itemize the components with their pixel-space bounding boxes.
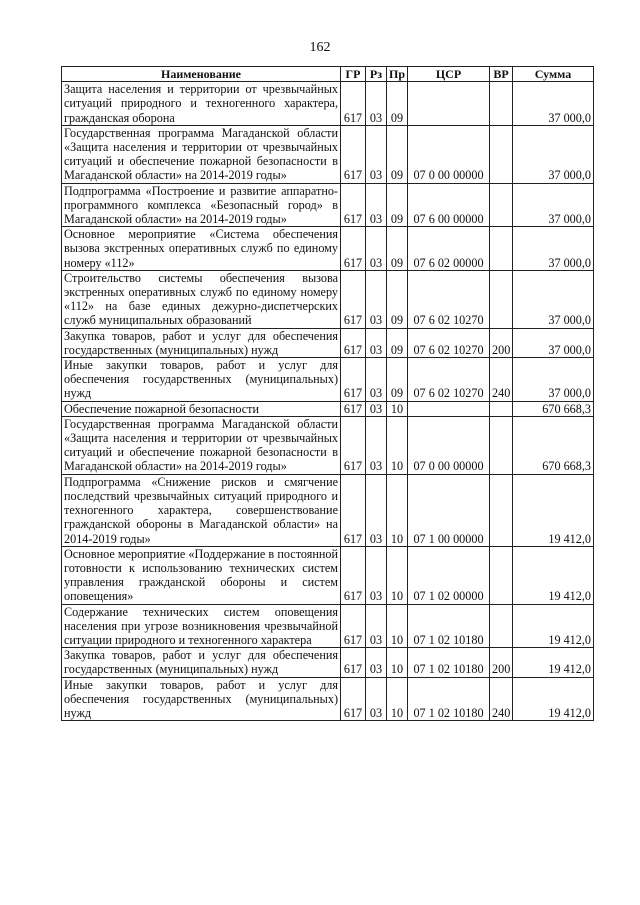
cell-gr: 617 [341, 604, 366, 648]
cell-rz: 03 [366, 227, 387, 271]
cell-vr [490, 82, 513, 126]
cell-sum: 19 412,0 [513, 677, 594, 721]
cell-vr: 200 [490, 648, 513, 677]
cell-pr: 10 [387, 648, 408, 677]
cell-sum: 37 000,0 [513, 125, 594, 183]
cell-csr: 07 6 00 00000 [408, 183, 490, 227]
cell-name: Обеспечение пожарной безопасности [62, 401, 341, 416]
cell-pr: 09 [387, 125, 408, 183]
cell-gr: 617 [341, 401, 366, 416]
page-number: 162 [309, 40, 331, 55]
cell-rz: 03 [366, 677, 387, 721]
cell-vr: 240 [490, 358, 513, 402]
cell-vr [490, 604, 513, 648]
cell-sum: 19 412,0 [513, 546, 594, 604]
cell-name: Содержание технических систем оповещения населения при угрозе возникновения чрезвычайной ситуации природного и техногенного характера [62, 604, 341, 648]
cell-csr [408, 82, 490, 126]
table-row [62, 270, 594, 328]
cell-rz: 03 [366, 125, 387, 183]
table-row [62, 474, 594, 546]
table-row [62, 401, 594, 416]
table-row [62, 677, 594, 721]
cell-name: Основное мероприятие «Поддержание в постоянной готовности к использованию технических систем управления гражданской обороны и систем оповещения» [62, 546, 341, 604]
cell-gr: 617 [341, 328, 366, 357]
cell-name: Закупка товаров, работ и услуг для обеспечения государственных (муниципальных) нужд [62, 328, 341, 357]
cell-rz: 03 [366, 270, 387, 328]
cell-rz: 03 [366, 416, 387, 474]
cell-sum: 670 668,3 [513, 416, 594, 474]
cell-sum: 37 000,0 [513, 358, 594, 402]
cell-gr: 617 [341, 474, 366, 546]
cell-name: Иные закупки товаров, работ и услуг для обеспечения государственных (муниципальных) нужд [62, 358, 341, 402]
table-row [62, 416, 594, 474]
header-name: Наименование [62, 67, 341, 82]
table-row [62, 125, 594, 183]
cell-vr [490, 270, 513, 328]
cell-pr: 09 [387, 82, 408, 126]
cell-name: Подпрограмма «Снижение рисков и смягчение последствий чрезвычайных ситуаций природного и техногенного характера, совершенствование гражданской обороны в Магаданской области» на 2014-2019 годы» [62, 474, 341, 546]
cell-rz: 03 [366, 183, 387, 227]
cell-name: Государственная программа Магаданской области «Защита населения и территории от чрезвычайных ситуаций и обеспечение пожарной безопасности в Магаданской области» на 2014-2019 годы» [62, 125, 341, 183]
cell-sum: 37 000,0 [513, 328, 594, 357]
cell-rz: 03 [366, 358, 387, 402]
cell-rz: 03 [366, 328, 387, 357]
cell-name: Государственная программа Магаданской области «Защита населения и территории от чрезвычайных ситуаций и обеспечение пожарной безопасности в Магаданской области» на 2014-2019 годы» [62, 416, 341, 474]
cell-gr: 617 [341, 125, 366, 183]
cell-name: Закупка товаров, работ и услуг для обеспечения государственных (муниципальных) нужд [62, 648, 341, 677]
cell-gr: 617 [341, 227, 366, 271]
cell-csr [408, 401, 490, 416]
header-rz: Рз [366, 67, 387, 82]
cell-name: Иные закупки товаров, работ и услуг для обеспечения государственных (муниципальных) нужд [62, 677, 341, 721]
cell-vr: 240 [490, 677, 513, 721]
table-row [62, 604, 594, 648]
header-pr: Пр [387, 67, 408, 82]
cell-vr [490, 401, 513, 416]
cell-vr: 200 [490, 328, 513, 357]
cell-sum: 37 000,0 [513, 227, 594, 271]
cell-vr [490, 416, 513, 474]
cell-vr [490, 474, 513, 546]
cell-gr: 617 [341, 358, 366, 402]
cell-gr: 617 [341, 546, 366, 604]
cell-rz: 03 [366, 648, 387, 677]
table-row [62, 358, 594, 402]
cell-sum: 37 000,0 [513, 183, 594, 227]
table-row [62, 648, 594, 677]
cell-pr: 10 [387, 474, 408, 546]
cell-gr: 617 [341, 416, 366, 474]
header-gr: ГР [341, 67, 366, 82]
cell-csr: 07 1 02 10180 [408, 604, 490, 648]
cell-name: Подпрограмма «Построение и развитие аппаратно-программного комплекса «Безопасный город» в Магаданской области» на 2014-2019 годы» [62, 183, 341, 227]
cell-vr [490, 125, 513, 183]
table-row [62, 183, 594, 227]
cell-gr: 617 [341, 183, 366, 227]
header-csr: ЦСР [408, 67, 490, 82]
cell-sum: 37 000,0 [513, 82, 594, 126]
budget-table [61, 66, 594, 721]
table-row [62, 82, 594, 126]
cell-rz: 03 [366, 401, 387, 416]
cell-pr: 09 [387, 358, 408, 402]
cell-vr [490, 546, 513, 604]
cell-gr: 617 [341, 677, 366, 721]
cell-name: Основное мероприятие «Система обеспечения вызова экстренных оперативных служб по единому номеру «112» [62, 227, 341, 271]
cell-pr: 10 [387, 604, 408, 648]
cell-gr: 617 [341, 648, 366, 677]
cell-gr: 617 [341, 82, 366, 126]
cell-pr: 09 [387, 183, 408, 227]
cell-name: Строительство системы обеспечения вызова экстренных оперативных служб по единому номеру «112» на базе единых дежурно-диспетчерских служб муниципальных образований [62, 270, 341, 328]
cell-csr: 07 6 02 10270 [408, 358, 490, 402]
cell-rz: 03 [366, 546, 387, 604]
cell-pr: 09 [387, 270, 408, 328]
header-sum: Сумма [513, 67, 594, 82]
cell-sum: 670 668,3 [513, 401, 594, 416]
cell-csr: 07 1 00 00000 [408, 474, 490, 546]
cell-sum: 19 412,0 [513, 474, 594, 546]
table-row [62, 227, 594, 271]
cell-pr: 10 [387, 546, 408, 604]
cell-vr [490, 227, 513, 271]
cell-csr: 07 6 02 00000 [408, 227, 490, 271]
cell-csr: 07 6 02 10270 [408, 328, 490, 357]
cell-csr: 07 1 02 10180 [408, 648, 490, 677]
cell-gr: 617 [341, 270, 366, 328]
cell-pr: 09 [387, 328, 408, 357]
cell-pr: 10 [387, 677, 408, 721]
cell-name: Защита населения и территории от чрезвычайных ситуаций природного и техногенного характера, гражданская оборона [62, 82, 341, 126]
table-row [62, 546, 594, 604]
header-vr: ВР [490, 67, 513, 82]
cell-csr: 07 0 00 00000 [408, 416, 490, 474]
cell-rz: 03 [366, 604, 387, 648]
cell-pr: 10 [387, 416, 408, 474]
cell-sum: 19 412,0 [513, 648, 594, 677]
cell-rz: 03 [366, 82, 387, 126]
cell-pr: 09 [387, 227, 408, 271]
cell-csr: 07 0 00 00000 [408, 125, 490, 183]
cell-csr: 07 1 02 10180 [408, 677, 490, 721]
cell-sum: 19 412,0 [513, 604, 594, 648]
table-header-row [62, 67, 594, 82]
table-row [62, 328, 594, 357]
cell-csr: 07 6 02 10270 [408, 270, 490, 328]
cell-pr: 10 [387, 401, 408, 416]
cell-vr [490, 183, 513, 227]
cell-sum: 37 000,0 [513, 270, 594, 328]
cell-csr: 07 1 02 00000 [408, 546, 490, 604]
cell-rz: 03 [366, 474, 387, 546]
